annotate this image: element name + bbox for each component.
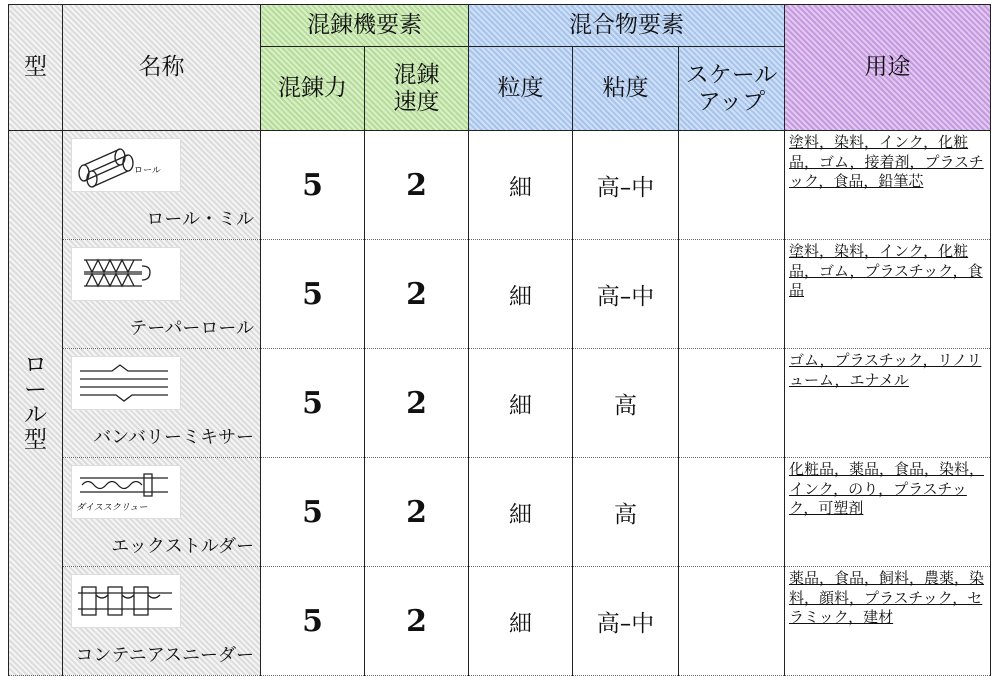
grain-size-value: 細 <box>469 240 573 349</box>
use-cell <box>785 349 991 458</box>
grain-size-value: 細 <box>469 567 573 676</box>
mixing-power-value: 5 <box>261 240 365 349</box>
use-text: 塗料，染料，インク，化粧品，ゴム，プラスチック，食品 <box>789 242 983 299</box>
mixing-speed-value: 2 <box>365 240 469 349</box>
header-scale-up: スケール アップ <box>679 47 785 131</box>
grain-size-value: 細 <box>469 458 573 567</box>
mixing-power-value: 5 <box>261 349 365 458</box>
machine-name: エックストルダー <box>111 536 254 557</box>
name-cell <box>63 567 261 676</box>
name-cell <box>63 131 261 240</box>
header-mixer-elements: 混錬機要素 <box>261 5 469 47</box>
use-cell <box>785 240 991 349</box>
scale-up-value <box>679 458 785 567</box>
use-text: 塗料，染料，インク，化粧品，ゴム，接着剤，プラスチック，食品，鉛筆芯 <box>789 133 984 190</box>
header-mixing-speed: 混錬 速度 <box>365 47 469 131</box>
header-mixture-elements: 混合物要素 <box>469 5 785 47</box>
machine-name: バンバリーミキサー <box>93 427 254 448</box>
continuous-kneader-icon <box>71 574 181 628</box>
use-cell <box>785 458 991 567</box>
taper-roll-icon <box>71 247 181 301</box>
viscosity-value: 高 <box>573 458 679 567</box>
name-cell <box>63 240 261 349</box>
type-label: ロール型 <box>24 352 47 453</box>
roll-icon-caption: ロール <box>134 166 161 176</box>
banbury-mixer-icon <box>71 356 181 410</box>
mixing-speed-value: 2 <box>365 349 469 458</box>
extruder-icon <box>71 465 181 519</box>
name-cell <box>63 458 261 567</box>
use-cell <box>785 567 991 676</box>
mixing-speed-value: 2 <box>365 567 469 676</box>
mixing-speed-value: 2 <box>365 458 469 567</box>
machine-name: コンテニアスニーダー <box>75 645 254 666</box>
use-text: 化粧品，薬品，食品，染料，インク，のり，プラスチック，可塑剤 <box>789 460 985 517</box>
mixing-speed-value: 2 <box>365 131 469 240</box>
header-viscosity: 粘度 <box>573 47 679 131</box>
use-text: ゴム，プラスチック，リノリューム，エナメル <box>789 351 982 389</box>
viscosity-value: 高–中 <box>573 131 679 240</box>
type-label-cell <box>9 131 63 676</box>
extruder-icon-caption: ダイススクリュー <box>76 503 148 513</box>
use-text: 薬品，食品，飼料，農薬，染料，顔料，プラスチック，セラミック，建材 <box>789 569 985 626</box>
header-use: 用途 <box>785 5 991 131</box>
name-cell <box>63 349 261 458</box>
scale-up-value <box>679 131 785 240</box>
use-cell <box>785 131 991 240</box>
scale-up-value <box>679 349 785 458</box>
machine-name: テーパーロール <box>129 318 254 339</box>
viscosity-value: 高 <box>573 349 679 458</box>
scale-up-value <box>679 567 785 676</box>
header-grain-size: 粒度 <box>469 47 573 131</box>
comparison-table <box>8 4 991 676</box>
grain-size-value: 細 <box>469 349 573 458</box>
header-name: 名称 <box>63 5 261 131</box>
header-type: 型 <box>9 5 63 131</box>
viscosity-value: 高–中 <box>573 567 679 676</box>
mixing-power-value: 5 <box>261 567 365 676</box>
mixing-power-value: 5 <box>261 458 365 567</box>
scale-up-value <box>679 240 785 349</box>
header-mixing-power: 混錬力 <box>261 47 365 131</box>
grain-size-value: 細 <box>469 131 573 240</box>
roll-mill-icon <box>71 138 181 192</box>
machine-name: ロール・ミル <box>146 209 254 230</box>
viscosity-value: 高–中 <box>573 240 679 349</box>
mixing-power-value: 5 <box>261 131 365 240</box>
